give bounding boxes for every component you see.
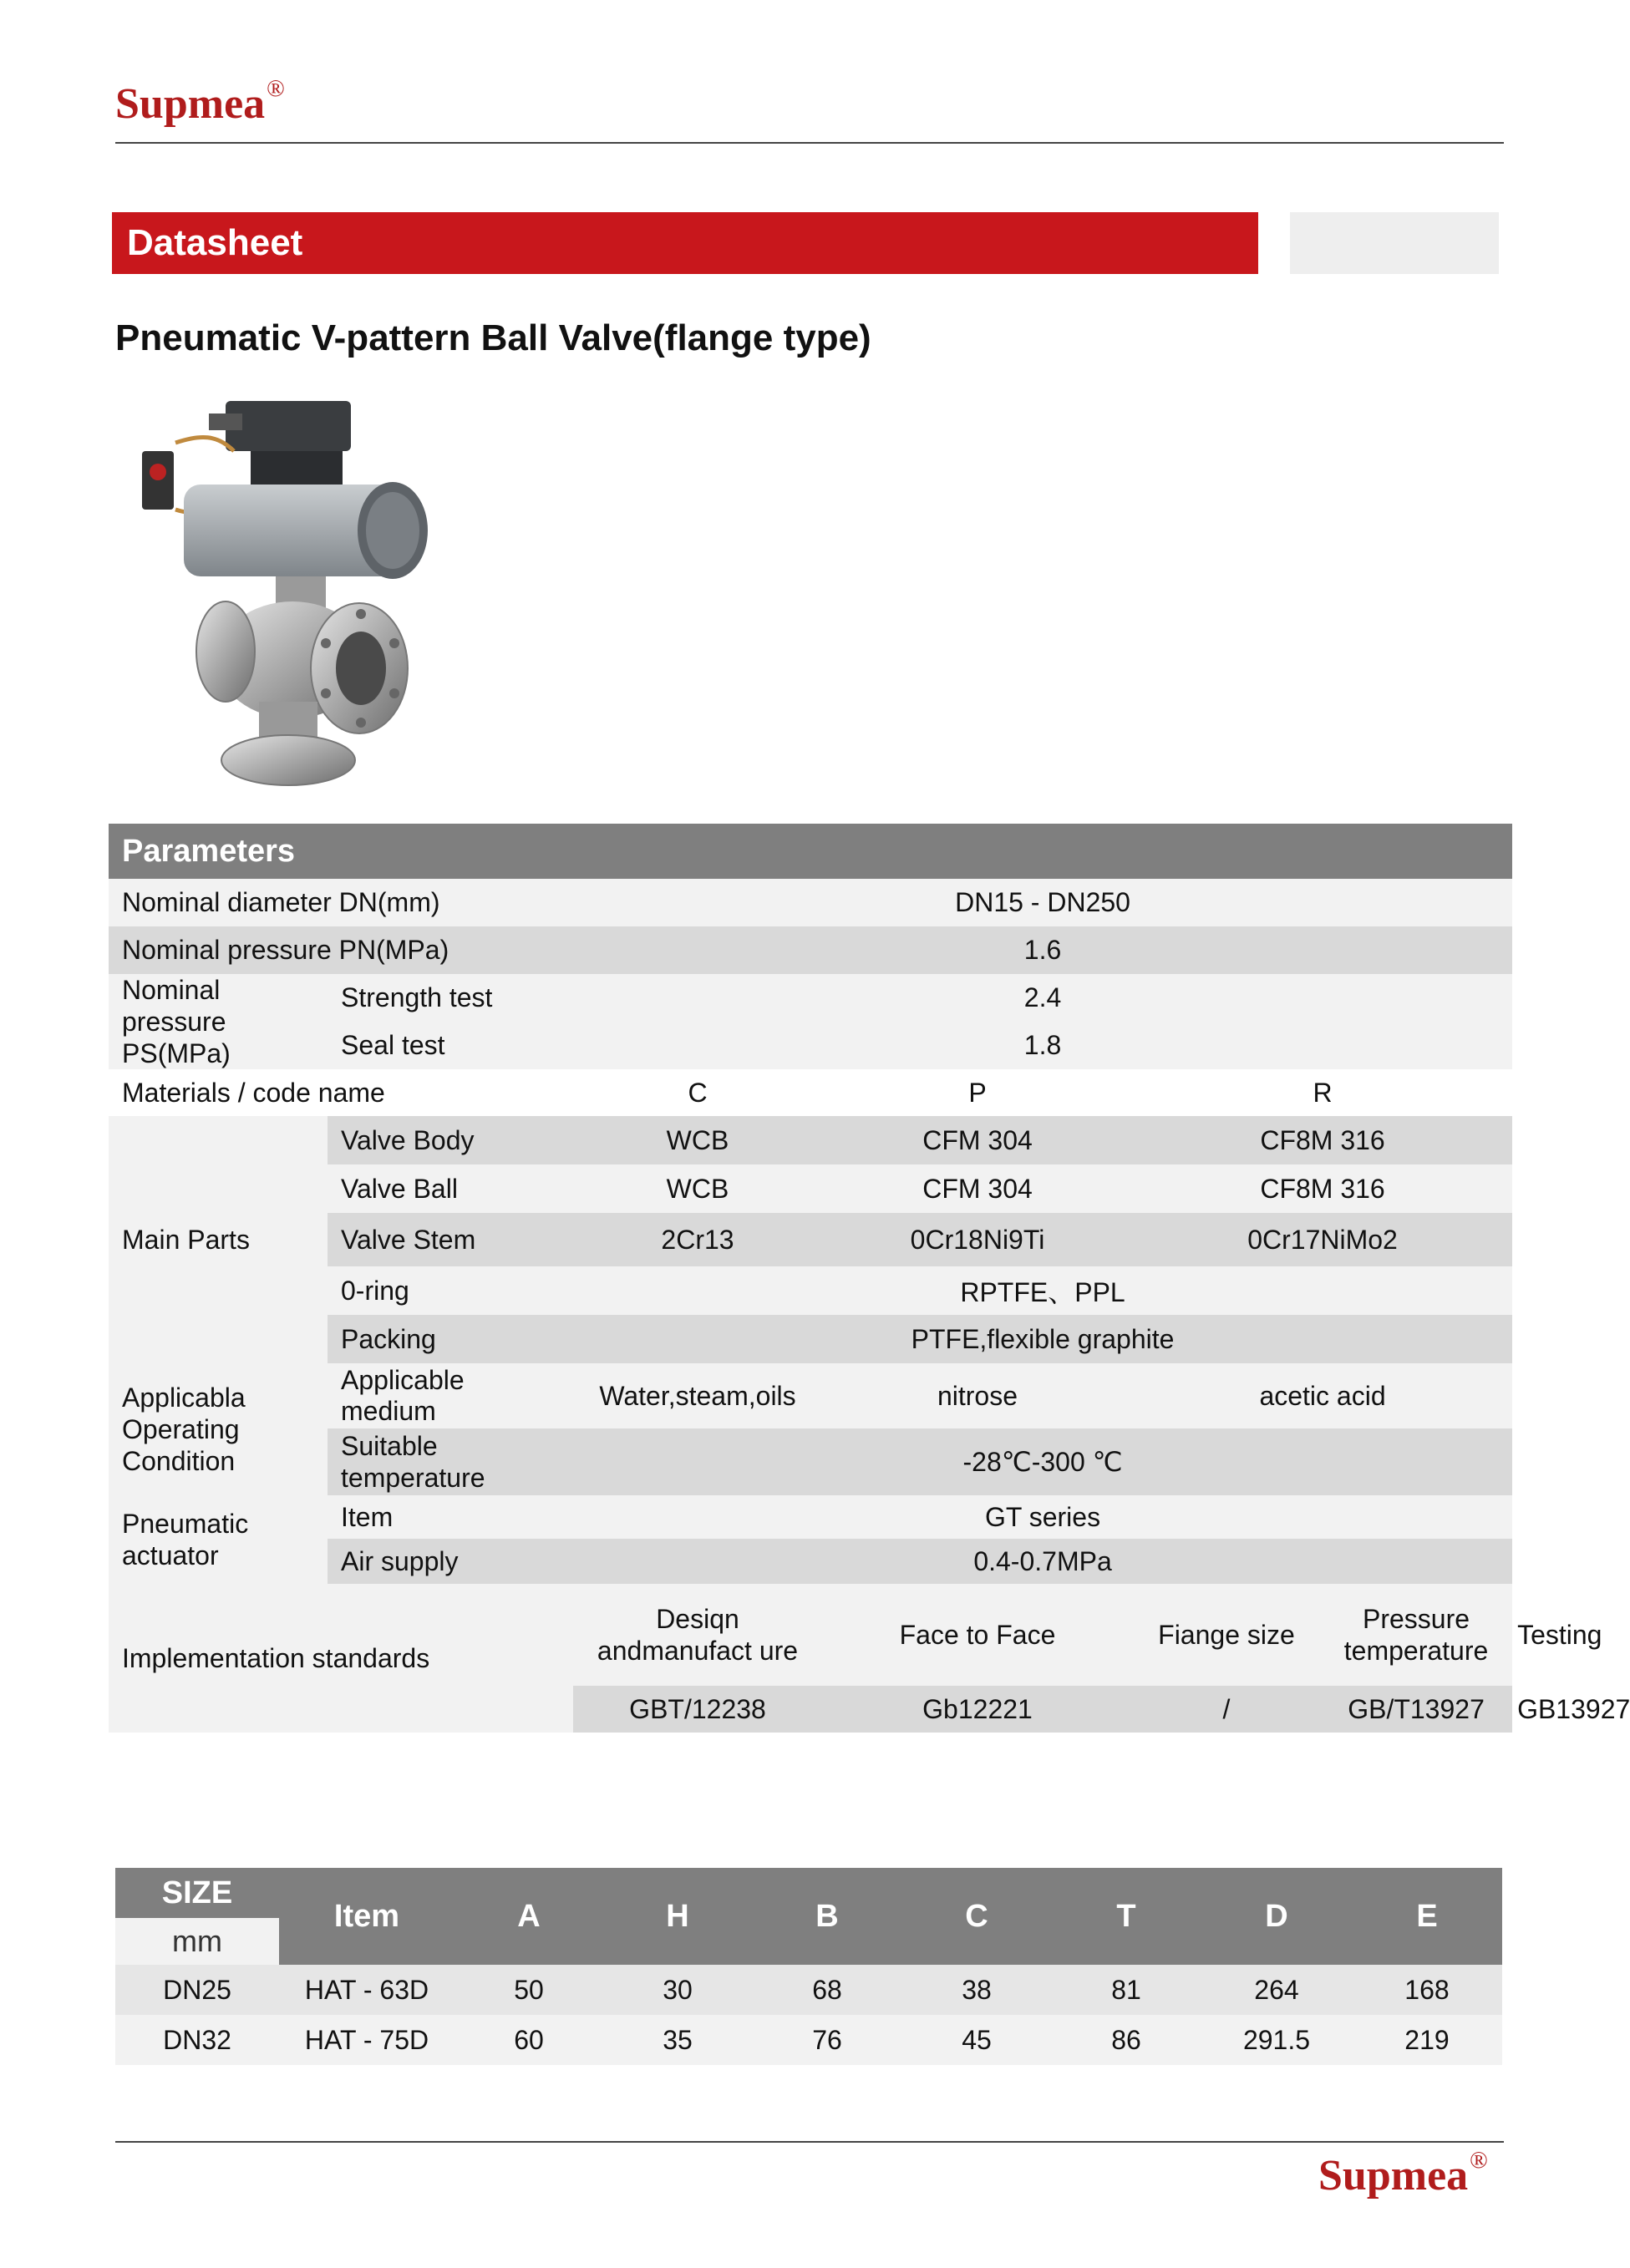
product-title: Pneumatic V-pattern Ball Valve(flange type) bbox=[115, 317, 871, 358]
actuator-item-row bbox=[109, 1495, 1512, 1539]
packing-value: PTFE,flexible graphite bbox=[573, 1315, 1512, 1363]
materials-code-r: R bbox=[1313, 1077, 1333, 1108]
medium-r: acetic acid bbox=[1133, 1363, 1512, 1428]
cell: 45 bbox=[902, 2015, 1051, 2065]
standard-header: Fiange size bbox=[1133, 1584, 1320, 1686]
part-material-c: 2Cr13 bbox=[573, 1213, 822, 1266]
seal-test-label: Seal test bbox=[341, 1030, 445, 1060]
nominal-pressure-row bbox=[109, 926, 1512, 974]
part-material-p: CFM 304 bbox=[822, 1116, 1133, 1164]
cell: HAT - 63D bbox=[279, 1965, 454, 2015]
standards-values-row: GBT/12238 Gb12221 / GB/T13927 GB13927 bbox=[109, 1686, 1512, 1733]
cell: 76 bbox=[752, 2015, 902, 2065]
part-material-r: CF8M 316 bbox=[1133, 1116, 1512, 1164]
unit-label: mm bbox=[115, 1918, 279, 1965]
dim-header: T bbox=[1051, 1868, 1201, 1965]
cell: DN25 bbox=[115, 1965, 279, 2015]
nominal-diameter-value: DN15 - DN250 bbox=[955, 887, 1130, 917]
dim-header: H bbox=[603, 1868, 752, 1965]
standard-header: Desiqn andmanufact ure bbox=[573, 1584, 822, 1686]
dimension-table bbox=[115, 1868, 1502, 2065]
standards-header-row: Implementation standards Desiqn andmanufact ure Face to Face Fiange size Pressure temperature Testing bbox=[109, 1584, 1512, 1686]
actuator-item-label: Item bbox=[328, 1495, 573, 1539]
datasheet-label: Datasheet bbox=[127, 222, 303, 263]
nominal-diameter-row bbox=[109, 879, 1512, 926]
cell: 291.5 bbox=[1201, 2015, 1352, 2065]
registered-mark: ® bbox=[267, 76, 285, 102]
dim-header: B bbox=[752, 1868, 902, 1965]
standard-value: GB/T13927 bbox=[1320, 1686, 1512, 1733]
seal-test-value: 1.8 bbox=[1023, 1030, 1062, 1060]
parameters-heading: Parameters bbox=[109, 824, 1512, 879]
cell: 30 bbox=[603, 1965, 752, 2015]
cell: 60 bbox=[454, 2015, 603, 2065]
cell: HAT - 75D bbox=[279, 2015, 454, 2065]
cell: 264 bbox=[1201, 1965, 1352, 2015]
actuator-item-value: GT series bbox=[573, 1495, 1512, 1539]
medium-p: nitrose bbox=[822, 1363, 1133, 1428]
air-supply-value: 0.4-0.7MPa bbox=[573, 1539, 1512, 1584]
dim-header: A bbox=[454, 1868, 603, 1965]
standard-value: GBT/12238 bbox=[573, 1686, 822, 1733]
footer-brand-logo bbox=[1318, 2148, 1488, 2200]
cell: DN32 bbox=[115, 2015, 279, 2065]
part-name: Valve Ball bbox=[328, 1164, 573, 1213]
strength-test-row bbox=[109, 974, 1512, 1022]
brand-logo bbox=[115, 76, 285, 129]
temperature-value: -28℃-300 ℃ bbox=[573, 1428, 1512, 1495]
part-name: Valve Stem bbox=[328, 1213, 573, 1266]
implementation-standards-label: Implementation standards bbox=[109, 1584, 573, 1733]
footer-rule bbox=[115, 2141, 1504, 2143]
nominal-pressure-value: 1.6 bbox=[1023, 935, 1062, 965]
parameters-header-row bbox=[109, 824, 1512, 879]
part-material-r: 0Cr17NiMo2 bbox=[1133, 1213, 1512, 1266]
strength-test-value: 2.4 bbox=[1023, 982, 1062, 1012]
table-row bbox=[115, 1965, 1502, 2015]
applicable-medium-row bbox=[109, 1363, 1512, 1428]
table-row bbox=[115, 2015, 1502, 2065]
header-rule bbox=[115, 142, 1504, 144]
standard-value: / bbox=[1133, 1686, 1320, 1733]
part-material-p: 0Cr18Ni9Ti bbox=[822, 1213, 1133, 1266]
pneumatic-actuator-label: Pneumatic actuator bbox=[109, 1495, 328, 1584]
oring-label: 0-ring bbox=[328, 1266, 573, 1315]
packing-label: Packing bbox=[328, 1315, 573, 1363]
nominal-pressure-label: Nominal pressure PN(MPa) bbox=[122, 935, 449, 965]
test-pressure-label: Nominal pressure PS(MPa) bbox=[122, 975, 231, 1068]
dim-header: C bbox=[902, 1868, 1051, 1965]
oring-value: RPTFE、PPL bbox=[573, 1266, 1512, 1315]
banner-gray-block bbox=[1290, 212, 1499, 274]
materials-row bbox=[109, 1069, 1512, 1116]
cell: 219 bbox=[1352, 2015, 1502, 2065]
part-material-c: WCB bbox=[573, 1116, 822, 1164]
footer-brand-name: Supmea bbox=[1318, 2152, 1469, 2200]
air-supply-label: Air supply bbox=[328, 1539, 573, 1584]
cell: 38 bbox=[902, 1965, 1051, 2015]
standard-header: Face to Face bbox=[822, 1584, 1133, 1686]
applicable-medium-label: Applicable medium bbox=[328, 1363, 573, 1428]
strength-test-label: Strength test bbox=[341, 982, 493, 1012]
cell: 81 bbox=[1051, 1965, 1201, 2015]
parameters-table bbox=[109, 824, 1630, 1733]
standard-value: Gb12221 bbox=[822, 1686, 1133, 1733]
brand-name: Supmea bbox=[115, 80, 266, 128]
dim-header: D bbox=[1201, 1868, 1352, 1965]
footer-registered-mark: ® bbox=[1470, 2148, 1488, 2174]
main-parts-label: Main Parts bbox=[109, 1116, 328, 1363]
pneumatic-valve-image bbox=[125, 384, 501, 802]
cell: 68 bbox=[752, 1965, 902, 2015]
dim-header: Item bbox=[279, 1868, 454, 1965]
cell: 35 bbox=[603, 2015, 752, 2065]
dimension-header-row bbox=[115, 1868, 1502, 1918]
materials-code-c: C bbox=[688, 1077, 708, 1108]
part-name: Valve Body bbox=[328, 1116, 573, 1164]
part-material-p: CFM 304 bbox=[822, 1164, 1133, 1213]
materials-code-p: P bbox=[968, 1077, 987, 1108]
part-material-c: WCB bbox=[573, 1164, 822, 1213]
temperature-label: Suitable temperature bbox=[328, 1428, 573, 1495]
dim-header: E bbox=[1352, 1868, 1502, 1965]
datasheet-banner bbox=[112, 212, 1258, 274]
standard-header: Pressure temperature bbox=[1320, 1584, 1512, 1686]
part-material-r: CF8M 316 bbox=[1133, 1164, 1512, 1213]
cell: 168 bbox=[1352, 1965, 1502, 2015]
size-header: SIZE bbox=[115, 1868, 279, 1918]
nominal-diameter-label: Nominal diameter DN(mm) bbox=[122, 887, 440, 917]
materials-label: Materials / code name bbox=[122, 1077, 385, 1108]
valve-photo bbox=[125, 384, 501, 802]
medium-c: Water,steam,oils bbox=[573, 1363, 822, 1428]
main-parts-row bbox=[109, 1116, 1512, 1164]
operating-condition-label: Applicabla Operating Condition bbox=[109, 1363, 328, 1495]
cell: 50 bbox=[454, 1965, 603, 2015]
cell: 86 bbox=[1051, 2015, 1201, 2065]
